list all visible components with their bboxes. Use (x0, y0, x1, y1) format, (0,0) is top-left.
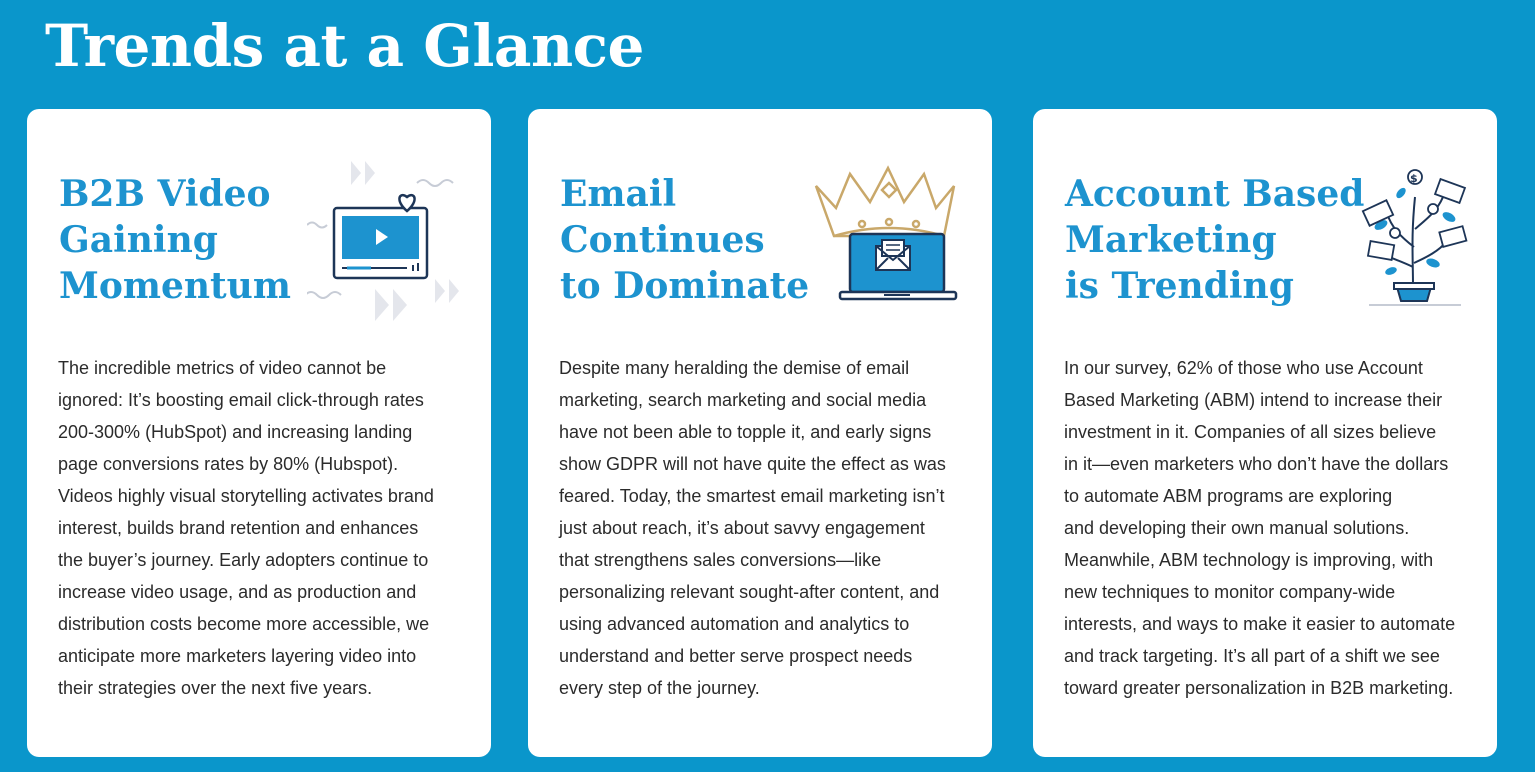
card-title: Email Continues to Dominate (560, 173, 810, 307)
card-body: Despite many heralding the demise of email marketing, search marketing and social media have not been able to topple it, and early signs show GDPR will not have quite the effect as was feared. Today, the smartest email marketing isn’t just about reach, it’s about savvy engagement that strengthens sales conversions—like personalizing relevant sought-after content, and using advanced automation and analytics to understand and better serve prospect needs every step of the journey. (559, 358, 946, 698)
card-title: Account Based Marketing is Trending (1065, 173, 1365, 307)
page-title: Trends at a Glance (45, 12, 644, 80)
card-title: B2B Video Gaining Momentum (59, 173, 291, 307)
crown-laptop-email-icon (812, 164, 962, 304)
video-player-icon (307, 161, 477, 326)
card-account-based-marketing (1033, 109, 1497, 757)
card-b2b-video (27, 109, 491, 757)
card-email (528, 109, 992, 757)
card-body: The incredible metrics of video cannot be ignored: It’s boosting email click-through rates 200-300% (HubSpot) and increasing landing page conversions rates by 80% (Hubspot). Videos highly visual storytelling activates brand interest, builds brand retention and enhances the buyer’s journey. Early adopters continue to increase video usage, and as production and distribution costs become more accessible, we anticipate more marketers layering video into their strategies over the next five years. (58, 358, 434, 698)
svg-text:$: $ (1410, 172, 1418, 185)
crown-icon (816, 168, 954, 236)
card-body: In our survey, 62% of those who use Account Based Marketing (ABM) intend to increase their investment in it. Companies of all sizes believe in it—even marketers who don’t have the dollars to automate ABM programs are exploring and developing their own manual solutions. Meanwhile, ABM technology is improving, with new techniques to monitor company-wide interests, and ways to make it easier to automate and track targeting. It’s all part of a shift we see toward greater personalization in B2B marketing. (1064, 358, 1456, 698)
money-tree-icon (1361, 167, 1471, 307)
envelope-icon (876, 240, 910, 270)
